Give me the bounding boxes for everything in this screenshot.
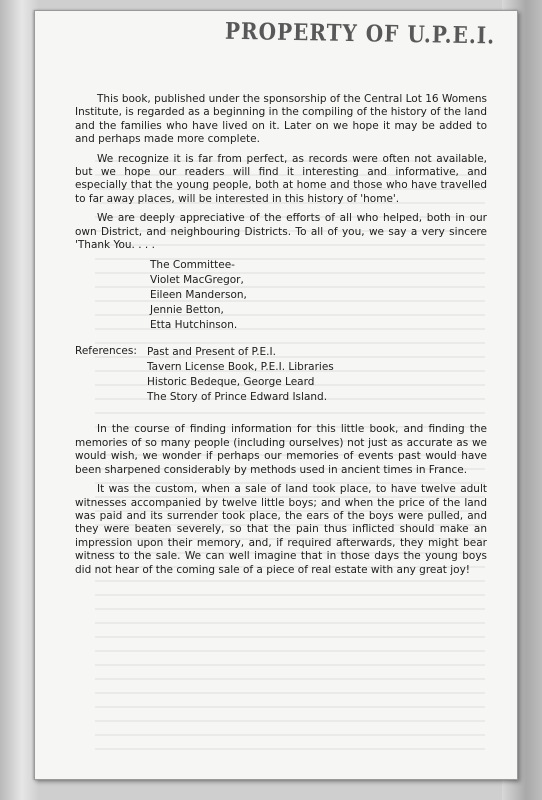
paragraph-intro: This book, published under the sponsorship of the Central Lot 16 Womens Institute, is regarded as a beginning in the compiling of the history of the land and the families who have lived on it. Later on we hope it may be added to and perhaps made more complete. — [75, 93, 487, 146]
paragraph-recognize: We recognize it is far from perfect, as records were often not available, but we hope our readers will find it interesting and informative, and especially that the young people, both at home and those who have travelled to far away places, will be interested in this history of 'home'. — [75, 152, 487, 205]
references-list — [147, 345, 334, 405]
reference-item: Historic Bedeque, George Leard — [147, 376, 315, 389]
committee-member: Eileen Manderson, — [150, 289, 247, 302]
committee-heading: The Committee- — [150, 259, 235, 272]
committee-list — [150, 258, 487, 333]
body-text — [75, 93, 487, 583]
paragraph-appreciation: We are deeply appreciative of the efforts of all who helped, both in our own District, and neighbouring Districts. To all of you, we say a very sincere 'Thank You. . . . — [75, 212, 487, 252]
committee-member: Jennie Betton, — [150, 304, 224, 317]
paragraph-custom: It was the custom, when a sale of land took place, to have twelve adult witnesses accompanied by twelve little boys; and when the price of the land was paid and its surrender took place, the ears of the boys were pulled, and they were beaten severely, so that the pain thus inflicted should make an impression upon their memory, and, if required afterwards, they might bear witness to the sale. We can well imagine that in those days the young boys did not hear of the coming sale of a piece of real estate with any great joy! — [75, 483, 487, 576]
reference-item: The Story of Prince Edward Island. — [147, 391, 328, 404]
paragraph-memories: In the course of finding information for this little book, and finding the memories of so many people (including ourselves) not just as accurate as we would wish, we wonder if perhaps our memories of events past would have been sharpened considerably by methods used in ancient times in France. — [75, 423, 487, 476]
reference-item: Past and Present of P.E.I. — [147, 346, 276, 359]
committee-member: Violet MacGregor, — [150, 274, 244, 287]
reference-item: Tavern License Book, P.E.I. Libraries — [147, 361, 334, 374]
references-label: References: — [75, 345, 137, 358]
committee-member: Etta Hutchinson. — [150, 319, 238, 332]
references-block — [75, 345, 487, 405]
document-page — [34, 10, 518, 780]
ownership-stamp: PROPERTY OF U.P.E.I. — [224, 16, 496, 50]
